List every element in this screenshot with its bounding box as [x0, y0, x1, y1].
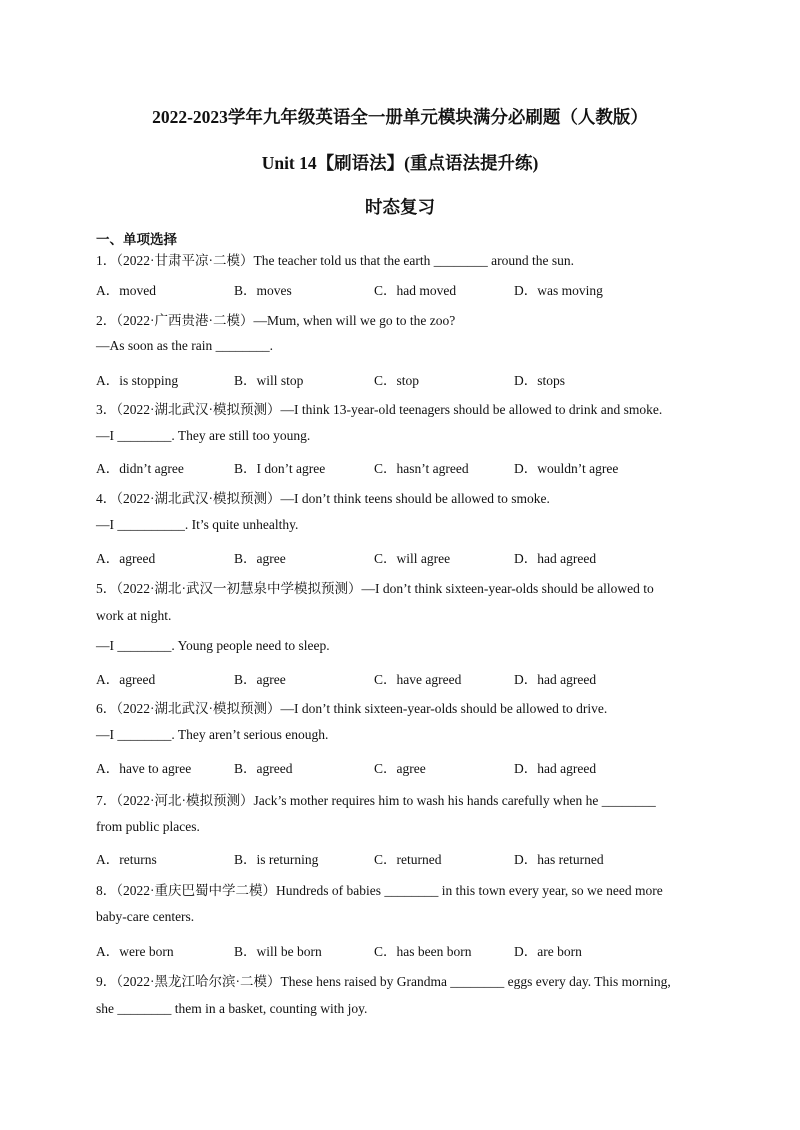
question-8-line-1: 8．（2022·重庆巴蜀中学二模）Hundreds of babies ________ in this town every year, so we need more [96, 883, 663, 898]
question-2-option-b[interactable]: B．will stop [234, 373, 304, 388]
question-3-option-b[interactable]: B．I don’t agree [234, 461, 326, 476]
question-7-option-d[interactable]: D．has returned [514, 852, 604, 867]
section-title: 一、单项选择 [96, 232, 177, 247]
document-subtitle: Unit 14【刷语法】(重点语法提升练) [261, 153, 539, 173]
question-4-option-b[interactable]: B．agree [234, 551, 286, 566]
question-6-line-2: —I ________. They aren’t serious enough. [96, 727, 329, 742]
question-8-line-2: baby-care centers. [96, 909, 195, 924]
question-6-option-d[interactable]: D．had agreed [514, 761, 597, 776]
question-1-option-d[interactable]: D．was moving [514, 283, 603, 298]
question-3-line-2: —I ________. They are still too young. [96, 428, 311, 443]
question-4-option-c[interactable]: C．will agree [374, 551, 451, 566]
question-7-line-2: from public places. [96, 819, 200, 834]
question-2-line-1: 2．（2022·广西贵港·二模）—Mum, when will we go to the zoo? [96, 313, 456, 328]
question-5-option-d[interactable]: D．had agreed [514, 672, 597, 687]
question-7-option-a[interactable]: A．returns [96, 852, 157, 867]
question-4-line-1: 4．（2022·湖北武汉·模拟预测）—I don’t think teens should be allowed to smoke. [96, 491, 550, 506]
question-2-option-c[interactable]: C．stop [374, 373, 420, 388]
question-9-line-2: she ________ them in a basket, counting with joy. [96, 1001, 368, 1016]
question-5-line-1: 5．（2022·湖北·武汉一初慧泉中学模拟预测）—I don’t think sixteen-year-olds should be allowed to [96, 581, 654, 596]
question-6-option-b[interactable]: B．agreed [234, 761, 293, 776]
question-2-option-d[interactable]: D．stops [514, 373, 566, 388]
question-3-option-c[interactable]: C．hasn’t agreed [374, 461, 469, 476]
question-3-option-d[interactable]: D．wouldn’t agree [514, 461, 619, 476]
question-1-line-1: 1．（2022·甘肃平凉·二模）The teacher told us that the earth ________ around the sun. [96, 253, 575, 268]
question-5-line-2: work at night. [96, 608, 172, 623]
question-1-option-a[interactable]: A．moved [96, 283, 156, 298]
question-8-option-b[interactable]: B．will be born [234, 944, 322, 959]
question-8-option-c[interactable]: C．has been born [374, 944, 472, 959]
document-title: 2022-2023学年九年级英语全一册单元模块满分必刷题（人教版） [152, 107, 648, 127]
question-1-option-b[interactable]: B．moves [234, 283, 292, 298]
question-6-option-c[interactable]: C．agree [374, 761, 426, 776]
question-7-line-1: 7．（2022·河北·模拟预测）Jack’s mother requires him to wash his hands carefully when he ________ [96, 793, 656, 808]
question-5-option-b[interactable]: B．agree [234, 672, 286, 687]
question-5-option-a[interactable]: A．agreed [96, 672, 156, 687]
question-7-option-c[interactable]: C．returned [374, 852, 442, 867]
question-9-line-1: 9．（2022·黑龙江哈尔滨·二模）These hens raised by Grandma ________ eggs every day. This morning, [96, 974, 671, 989]
question-1-option-c[interactable]: C．had moved [374, 283, 457, 298]
document-topic: 时态复习 [365, 197, 435, 217]
question-2-line-2: —As soon as the rain ________. [96, 338, 273, 353]
question-2-option-a[interactable]: A．is stopping [96, 373, 179, 388]
question-4-line-2: —I __________. It’s quite unhealthy. [96, 517, 299, 532]
question-7-option-b[interactable]: B．is returning [234, 852, 319, 867]
question-6-line-1: 6．（2022·湖北武汉·模拟预测）—I don’t think sixteen-year-olds should be allowed to drive. [96, 701, 608, 716]
question-5-line-3: —I ________. Young people need to sleep. [96, 638, 330, 653]
question-5-option-c[interactable]: C．have agreed [374, 672, 462, 687]
question-4-option-d[interactable]: D．had agreed [514, 551, 597, 566]
question-8-option-d[interactable]: D．are born [514, 944, 582, 959]
question-6-option-a[interactable]: A．have to agree [96, 761, 192, 776]
question-4-option-a[interactable]: A．agreed [96, 551, 156, 566]
question-8-option-a[interactable]: A．were born [96, 944, 174, 959]
question-3-line-1: 3．（2022·湖北武汉·模拟预测）—I think 13-year-old teenagers should be allowed to drink and smoke. [96, 402, 663, 417]
question-3-option-a[interactable]: A．didn’t agree [96, 461, 184, 476]
